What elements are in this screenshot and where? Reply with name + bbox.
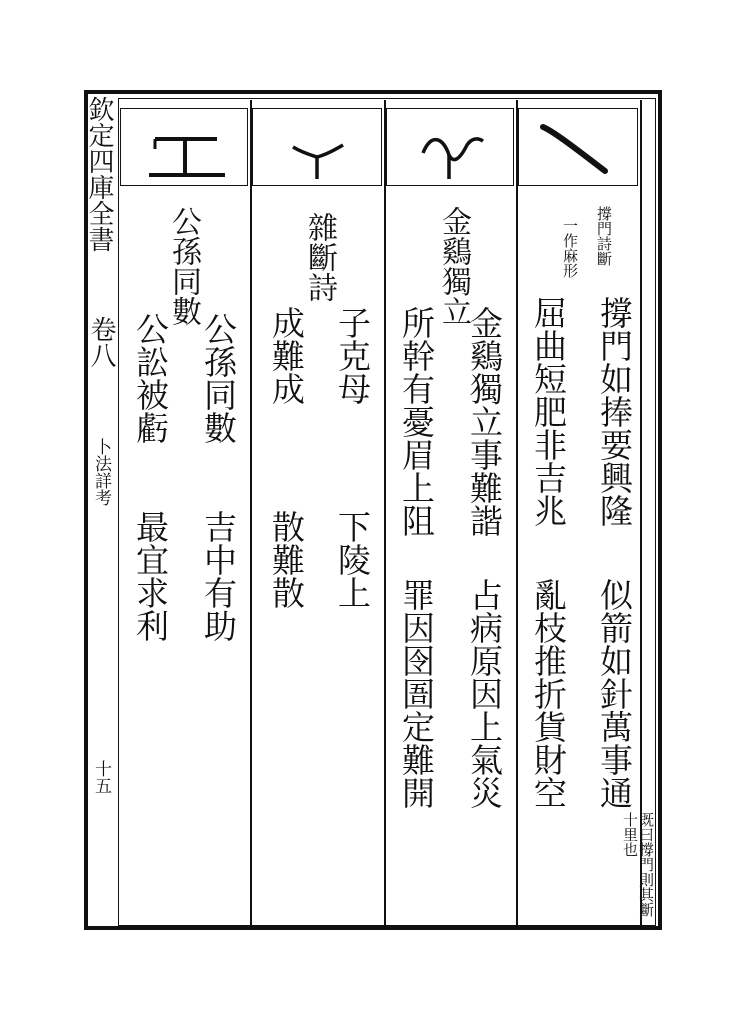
column-divider — [384, 100, 386, 926]
heading-note: 一作麻形 — [561, 218, 579, 278]
heading-chengmen: 撐門詩斷 — [595, 206, 613, 266]
verse-line: 吉中有助 — [199, 510, 238, 642]
verse-line: 最宜求利 — [131, 510, 170, 642]
slash-stroke-symbol — [518, 108, 638, 186]
verse-line: 子克母 — [333, 306, 372, 405]
verse-line: 散難散 — [267, 510, 306, 609]
book-title: 欽定四庫全書 — [84, 96, 114, 252]
verse-line: 罪因囹圄定難開 — [397, 578, 436, 809]
folio-label: 十五 — [91, 760, 111, 794]
heading-gongsun: 公孫同數 — [166, 206, 201, 326]
column-divider — [640, 100, 642, 926]
verse-line: 亂枝推折貨財空 — [529, 578, 568, 809]
juan-label: 卷八 — [86, 316, 116, 368]
verse-line: 屈曲短肥非吉兆 — [529, 296, 568, 527]
verse-line: 所幹有憂眉上阻 — [397, 306, 436, 537]
heading-zaduan: 雜斷詩 — [302, 212, 337, 302]
verse-line: 占病原因上氣災 — [465, 578, 504, 809]
verse-line: 撐門如捧要興隆 — [595, 296, 634, 527]
verse-line: 公訟被虧 — [131, 312, 170, 444]
verse-line: 金鷄獨立事難諧 — [465, 306, 504, 537]
y-stroke-symbol — [252, 108, 382, 186]
verse-line: 似箭如針萬事通 — [595, 578, 634, 809]
annotation-note: 既曰撐門則其斷十里也 — [621, 812, 655, 917]
wave-stroke-symbol — [386, 108, 514, 186]
column-divider — [250, 100, 252, 926]
hook-stroke-symbol — [120, 108, 248, 186]
heading-jinji: 金鷄獨立 — [436, 206, 471, 326]
section-label: 卜法詳考 — [91, 438, 111, 506]
verse-line: 成難成 — [267, 306, 306, 405]
verse-line: 下陵上 — [333, 510, 372, 609]
column-divider — [516, 100, 518, 926]
verse-line: 公孫同數 — [199, 312, 238, 444]
